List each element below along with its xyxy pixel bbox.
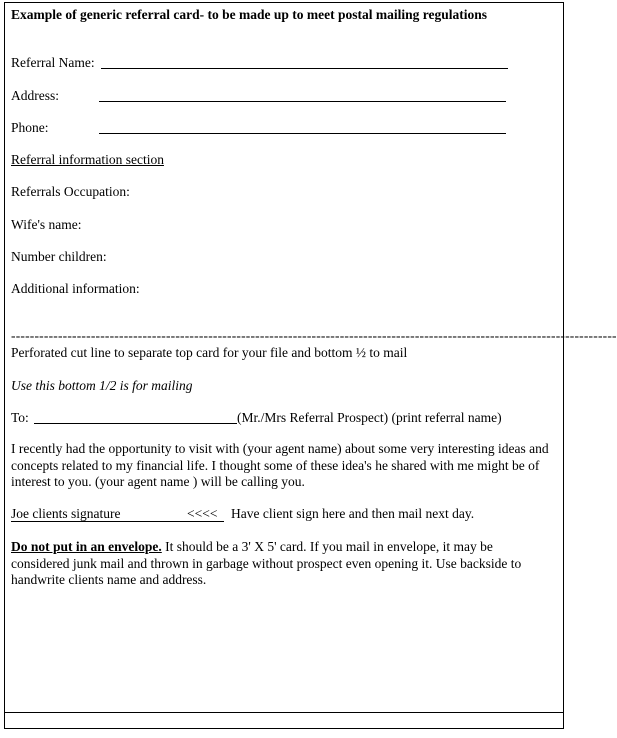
card-frame	[4, 2, 617, 729]
occupation-label: Referrals Occupation:	[11, 184, 130, 199]
referral-name-line[interactable]	[101, 68, 508, 69]
perforated-cut-line: ---------------------------------------------------------------------------------------------------------------------------------	[11, 328, 617, 343]
signature-line[interactable]	[11, 506, 224, 522]
children-label: Number children:	[11, 249, 107, 264]
mailing-note: Use this bottom 1/2 is for mailing	[11, 378, 193, 393]
envelope-warning-bold: Do not put in an envelope.	[11, 539, 162, 554]
info-section-title: Referral information section	[11, 152, 164, 167]
phone-label: Phone:	[11, 120, 49, 135]
signature-instruction: Have client sign here and then mail next day.	[231, 506, 475, 521]
card-title: Example of generic referral card- to be made up to meet postal mailing regulations	[11, 7, 488, 22]
wife-name-label: Wife's name:	[11, 217, 82, 232]
to-name-line[interactable]	[34, 423, 237, 424]
address-line[interactable]	[99, 101, 506, 102]
signature-arrows: <<<<	[187, 506, 218, 521]
referral-name-label: Referral Name:	[11, 55, 95, 70]
signature-label: Joe clients signature	[11, 506, 121, 521]
address-label: Address:	[11, 88, 59, 103]
bottom-divider	[4, 712, 564, 713]
additional-info-label: Additional information:	[11, 281, 140, 296]
referral-message: I recently had the opportunity to visit with (your agent name) about some very interesting ideas and concepts related to my financial life. I thought some of these idea's he shared with me might be of interest to you. (your agent name ) will be calling you.	[11, 441, 549, 489]
envelope-warning	[11, 539, 551, 589]
cut-line-note: Perforated cut line to separate top card for your file and bottom ½ to mail	[11, 345, 408, 360]
phone-line[interactable]	[99, 133, 506, 134]
envelope-warning-text: It should be a 3' X 5' card. If you mail in envelope, it may be considered junk mail and thrown in garbage without prospect even opening it. Use backside to handwrite clients name and address.	[11, 539, 522, 587]
to-label: To:	[11, 410, 29, 425]
to-suffix: (Mr./Mrs Referral Prospect) (print referral name)	[237, 410, 502, 425]
